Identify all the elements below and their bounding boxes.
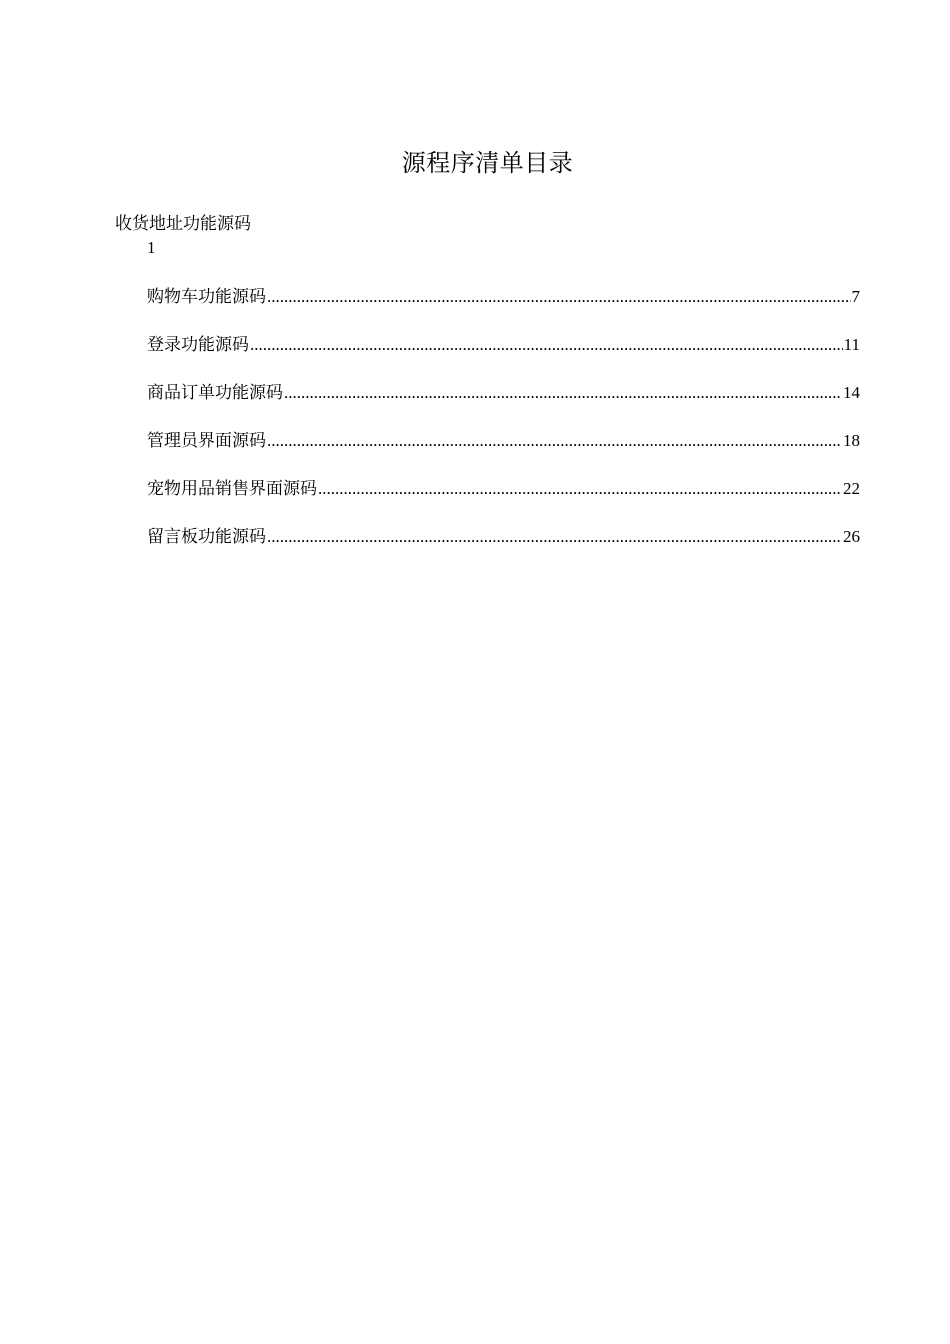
toc-entry[interactable] [147,477,860,501]
toc-entry-label: 留言板功能源码 [147,527,266,546]
toc-entry-label: 宠物用品销售界面源码 [147,479,317,498]
toc-dot-leader [284,381,842,405]
toc-dot-leader [267,525,842,549]
toc-entry[interactable] [147,381,860,405]
toc-entry-page-number: 22 [843,479,860,498]
toc-entry[interactable] [147,429,860,453]
toc-entry-label: 购物车功能源码 [147,287,266,306]
toc-entry-label: 商品订单功能源码 [147,383,283,402]
toc-dot-leader [250,333,843,357]
toc-entry-label: 登录功能源码 [147,335,249,354]
toc-dot-leader [318,477,842,501]
toc-entry-first[interactable] [115,212,251,260]
toc-entry-label: 管理员界面源码 [147,431,266,450]
toc-entry-label: 收货地址功能源码 [115,214,251,233]
toc-entry-page-number: 26 [843,527,860,546]
toc-list [147,285,860,573]
page-title: 源程序清单目录 [401,149,574,177]
toc-entry-page-number: 11 [843,335,860,354]
toc-entry-page-number: 18 [843,431,860,450]
toc-entry[interactable] [147,525,860,549]
toc-entry-page-number: 1 [147,238,156,257]
toc-entry-page-number: 7 [851,287,860,306]
toc-dot-leader [267,429,842,453]
toc-entry-page-number: 14 [843,383,860,402]
toc-dot-leader [267,285,851,309]
toc-entry[interactable] [147,285,860,309]
toc-entry[interactable] [147,333,860,357]
